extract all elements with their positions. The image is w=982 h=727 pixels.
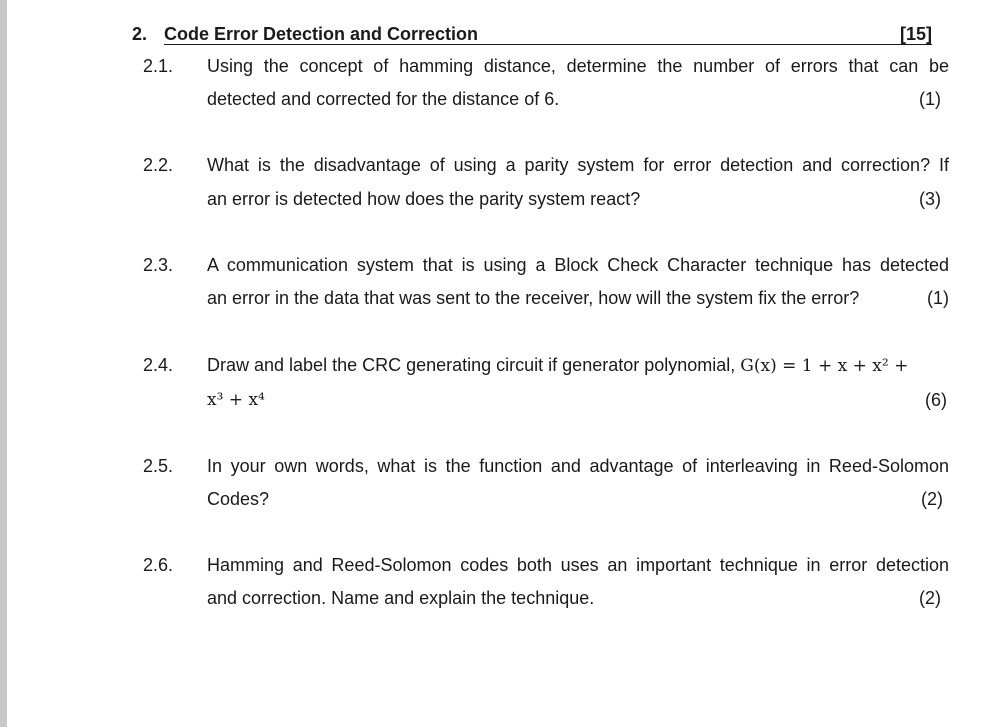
question-number: 2.6. — [143, 555, 174, 575]
question-marks: (1) — [919, 89, 941, 109]
question-text-line-2: detected and corrected for the distance of 6. — [207, 89, 560, 109]
question-text-line-1: In your own words, what is the function and advantage of interleaving in Reed-Solomon — [207, 456, 949, 476]
section-title-underline — [164, 44, 932, 45]
question-marks: (1) — [927, 288, 949, 308]
question-text-line-1: What is the disadvantage of using a parity system for error detection and correction? If — [207, 155, 949, 175]
question-text-line-2: and correction. Name and explain the technique. — [207, 588, 595, 608]
question-text-line-2: Codes? — [207, 489, 270, 509]
section-heading — [132, 22, 932, 48]
question-text-line-2: an error is detected how does the parity system react? — [207, 189, 641, 209]
question-text: Draw and label the CRC generating circuit if generator polynomial, — [207, 355, 736, 375]
question-number: 2.2. — [143, 155, 174, 175]
question-text-line-1: Hamming and Reed-Solomon codes both uses an important technique in error detection — [207, 555, 949, 575]
generator-polynomial-part-1: G(x) = 1 + x + x² + — [740, 356, 909, 376]
section-title: Code Error Detection and Correction — [164, 24, 479, 44]
question-number: 2.5. — [143, 456, 174, 476]
page-left-border — [0, 0, 7, 727]
question-number: 2.1. — [143, 56, 174, 76]
question-marks: (6) — [925, 390, 947, 410]
section-number: 2. — [132, 24, 148, 44]
question-text-line-2: an error in the data that was sent to the receiver, how will the system fix the error? — [207, 288, 860, 308]
question-text-line-1: Using the concept of hamming distance, determine the number of errors that can be — [207, 56, 949, 76]
question-marks: (2) — [921, 489, 943, 509]
question-text-line-1 — [207, 355, 908, 376]
generator-polynomial-part-2: x³ + x⁴ — [207, 390, 265, 410]
question-number: 2.4. — [143, 355, 174, 375]
question-marks: (3) — [919, 189, 941, 209]
section-marks: [15] — [899, 24, 932, 44]
question-marks: (2) — [919, 588, 941, 608]
question-number: 2.3. — [143, 255, 174, 275]
question-text-line-1: A communication system that is using a Block Check Character technique has detected — [207, 255, 949, 275]
